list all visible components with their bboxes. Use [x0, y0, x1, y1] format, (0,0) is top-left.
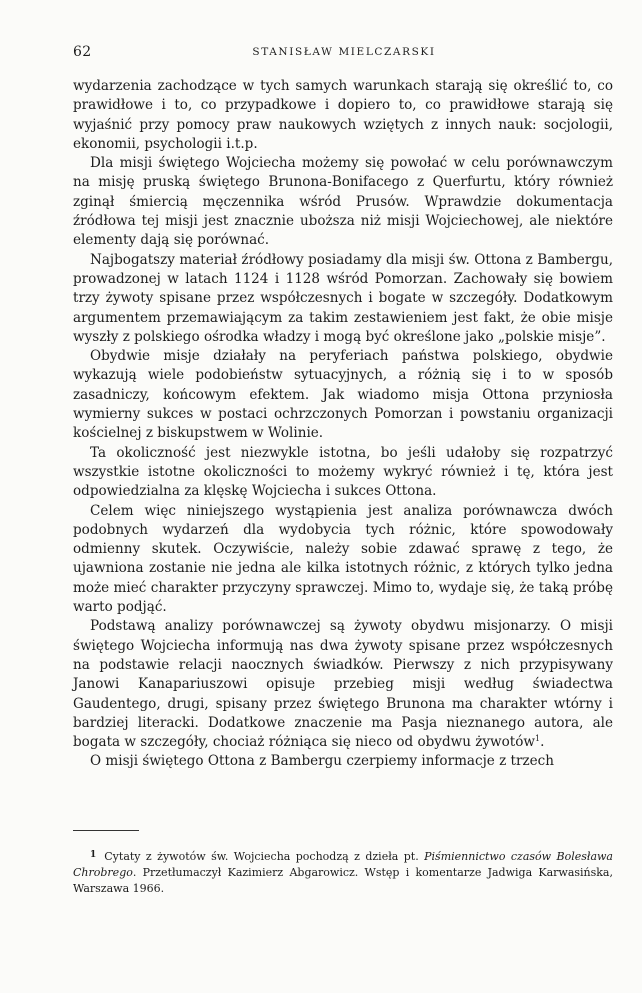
running-head-author: STANISŁAW MIELCZARSKI — [252, 46, 436, 58]
footnote-mark: 1 — [90, 850, 97, 860]
paragraph-3: Najbogatszy materiał źródłowy posiadamy dla misji św. Ottona z Bambergu, prowadzonej w latach 1124 i 1128 wśród Pomorzan. Zachowały się bowiem trzy żywoty spisane przez współczesnych i bogate w szczegóły. Dodatkowym argumentem przemawiającym za takim zestawieniem jest fakt, że obie misje wyszły z polskiego ośrodka władzy i mogą być określone jako „polskie misje”. — [73, 251, 613, 345]
footnote-text-a: Cytaty z żywotów św. Wojciecha pochodzą z dzieła pt. — [104, 850, 425, 863]
paragraph-7-text: Podstawą analizy porównawczej są żywoty obydwu misjonarzy. O misji świętego Wojciecha informują nas dwa żywoty spisane przez współczesnych na podstawie relacji naocznych świadków. Pierwszy z nich przypisywany Janowi Kanapariuszowi opisuje przebieg misji według świadectwa Gaudentego, drugi, spisany przez świętego Brunona ma charakter wtórny i bardziej literacki. Dodatkowe znaczenie ma Pasja nieznanego autora, ale bogata w szczegóły, chociaż różniąca się nieco od obydwu żywotów — [73, 618, 613, 751]
footnote-reference[interactable]: 1 — [534, 734, 541, 744]
paragraph-8: O misji świętego Ottona z Bambergu czerpiemy informacje z trzech — [90, 753, 554, 770]
paragraph-7: Podstawą analizy porównawczej są żywoty obydwu misjonarzy. O misji świętego Wojciecha informują nas dwa żywoty spisane przez współczesnych na podstawie relacji naocznych świadków. Pierwszy z nich przypisywany Janowi Kanapariuszowi opisuje przebieg misji według świadectwa Gaudentego, drugi, spisany przez świętego Brunona ma charakter wtórny i bardziej literacki. Dodatkowe znaczenie ma Pasja nieznanego autora, ale bogata w szczegóły, chociaż różniąca się nieco od obydwu żywotów$^1$. — [73, 618, 613, 751]
paragraph-4: Obydwie misje działały na peryferiach państwa polskiego, obydwie wykazują wiele podobieństw sytuacyjnych, a różnią się i to w sposób zasadniczy, końcowym efektem. Jak wiadomo misja Ottona przyniosła wymierny sukces w postaci ochrzczonych Pomorzan i powstaniu organizacji kościelnej z biskupstwem w Wolinie. — [73, 348, 613, 442]
page-number: 62 — [73, 44, 92, 60]
page-header — [73, 44, 615, 60]
paragraph-6: Celem więc niniejszego wystąpienia jest analiza porównawcza dwóch podobnych wydarzeń dla wydobycia tych różnic, które spowodowały odmienny skutek. Oczywiście, należy sobie zdawać sprawę z tego, że ujawniona zostanie nie jedna ale kilka istotnych różnic, z których tylko jedna może mieć charakter przyczyny sprawczej. Mimo to, wydaje się, że taką próbę warto podjąć. — [73, 502, 613, 616]
paragraph-5: Ta okoliczność jest niezwykle istotna, bo jeśli udałoby się rozpatrzyć wszystkie istotne okoliczności to możemy wykryć również i tę, która jest odpowiedzialna za klęskę Wojciecha i sukces Ottona. — [73, 444, 613, 500]
paragraph-2: Dla misji świętego Wojciecha możemy się powołać w celu porównawczym na misję pruską świętego Brunona-Bonifacego z Querfurtu, który również zginął śmiercią męczennika wśród Prusów. Wprawdzie dokumentacja źródłowa tej misji jest znacznie uboższa niż misji Wojciechowej, ale niektóre elementy dają się porównać. — [73, 155, 613, 249]
paragraph-1: wydarzenia zachodzące w tych samych warunkach starają się określić to, co prawidłowe i to, co przypadkowe i dopiero to, co prawidłowe starają się wyjaśnić przy pomocy praw naukowych wziętych z innych nauk: socjologii, ekonomii, psychologii i.t.p. — [73, 78, 613, 152]
footnote — [73, 847, 613, 897]
body-text — [73, 77, 613, 772]
footnote-book-title: Piśmiennictwo czasów Bolesława Chrobrego — [73, 850, 613, 879]
footnote-text-b: . Przetłumaczył Kazimierz Abgarowicz. Wstęp i komentarze Jadwiga Karwasińska, Warszawa 1966. — [73, 866, 613, 895]
footnote-divider — [73, 830, 139, 831]
